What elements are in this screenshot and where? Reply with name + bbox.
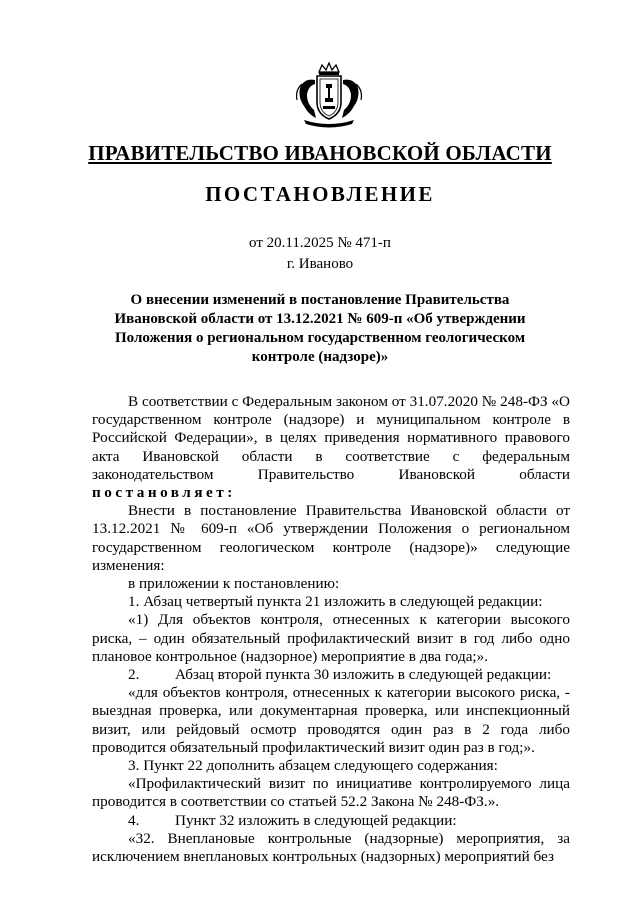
body-paragraph: 3. Пункт 22 дополнить абзацем следующего содержания: — [128, 757, 498, 775]
item-number: 4. — [128, 811, 140, 829]
body-paragraph: «Профилактический визит по инициативе контролируемого лица проводится в соответствии со статьей 52.2 Закона № 248-ФЗ.». — [92, 775, 570, 811]
title-line: Положения о региональном государственном геологическом — [114, 330, 526, 346]
item-text: Пункт 32 изложить в следующей редакции: — [175, 811, 457, 829]
item-number: 2. — [128, 666, 140, 684]
organization-title: ПРАВИТЕЛЬСТВО ИВАНОВСКОЙ ОБЛАСТИ — [88, 141, 552, 165]
body-paragraph: 1. Абзац четвертый пункта 21 изложить в следующей редакции: — [128, 593, 543, 611]
body-paragraph: «32. Внеплановые контрольные (надзорные) мероприятия, за исключением внеплановых контрольных (надзорных) мероприятий без — [92, 829, 570, 866]
body-paragraph: «1) Для объектов контроля, отнесенных к категории высокого риска, – один обязательный профилактический визит в год либо одно плановое контрольное (надзорное) мероприятие в два года;». — [92, 611, 570, 665]
item-text: Абзац второй пункта 30 изложить в следующей редакции: — [175, 666, 552, 684]
document-body — [92, 393, 570, 866]
body-paragraph: Внести в постановление Правительства Ивановской области от 13.12.2021 № 609-п «Об утверждении Положения о региональном государственном геологическом контроле (надзоре)» следующие изменения: — [92, 502, 570, 574]
document-type: ПОСТАНОВЛЕНИЕ — [205, 182, 435, 206]
document-city: г. Иваново — [286, 256, 354, 272]
numbered-item — [92, 666, 570, 684]
resolves-word: постановляет: — [92, 484, 236, 502]
title-line: контроле (надзоре)» — [251, 349, 389, 365]
title-line: Ивановской области от 13.12.2021 № 609-п «Об утверждении — [114, 311, 526, 327]
document-date-number: от 20.11.2025 № 471-п — [249, 235, 391, 251]
coat-of-arms-emblem — [292, 62, 366, 128]
numbered-item — [92, 812, 570, 830]
body-paragraph: в приложении к постановлению: — [128, 575, 340, 593]
preamble-paragraph: В соответствии с Федеральным законом от 31.07.2020 № 248-ФЗ «О государственном контроле (надзоре) и муниципальном контроле в Российской Федерации», в целях приведения нормативного правового акта Ивановской области в соответствие с федеральным законодательством Правительство Ивановской области — [92, 393, 570, 483]
date-and-place — [0, 233, 640, 275]
title-line: О внесении изменений в постановление Правительства — [130, 292, 510, 308]
document-title — [100, 291, 540, 367]
body-paragraph: «для объектов контроля, отнесенных к категории высокого риска, - выездная проверка, или документарная проверка, или инспекционный визит, или рейдовый осмотр проводятся один раз в 2 года либо проводится обязательный профилактический визит один раз в год;». — [92, 684, 570, 756]
